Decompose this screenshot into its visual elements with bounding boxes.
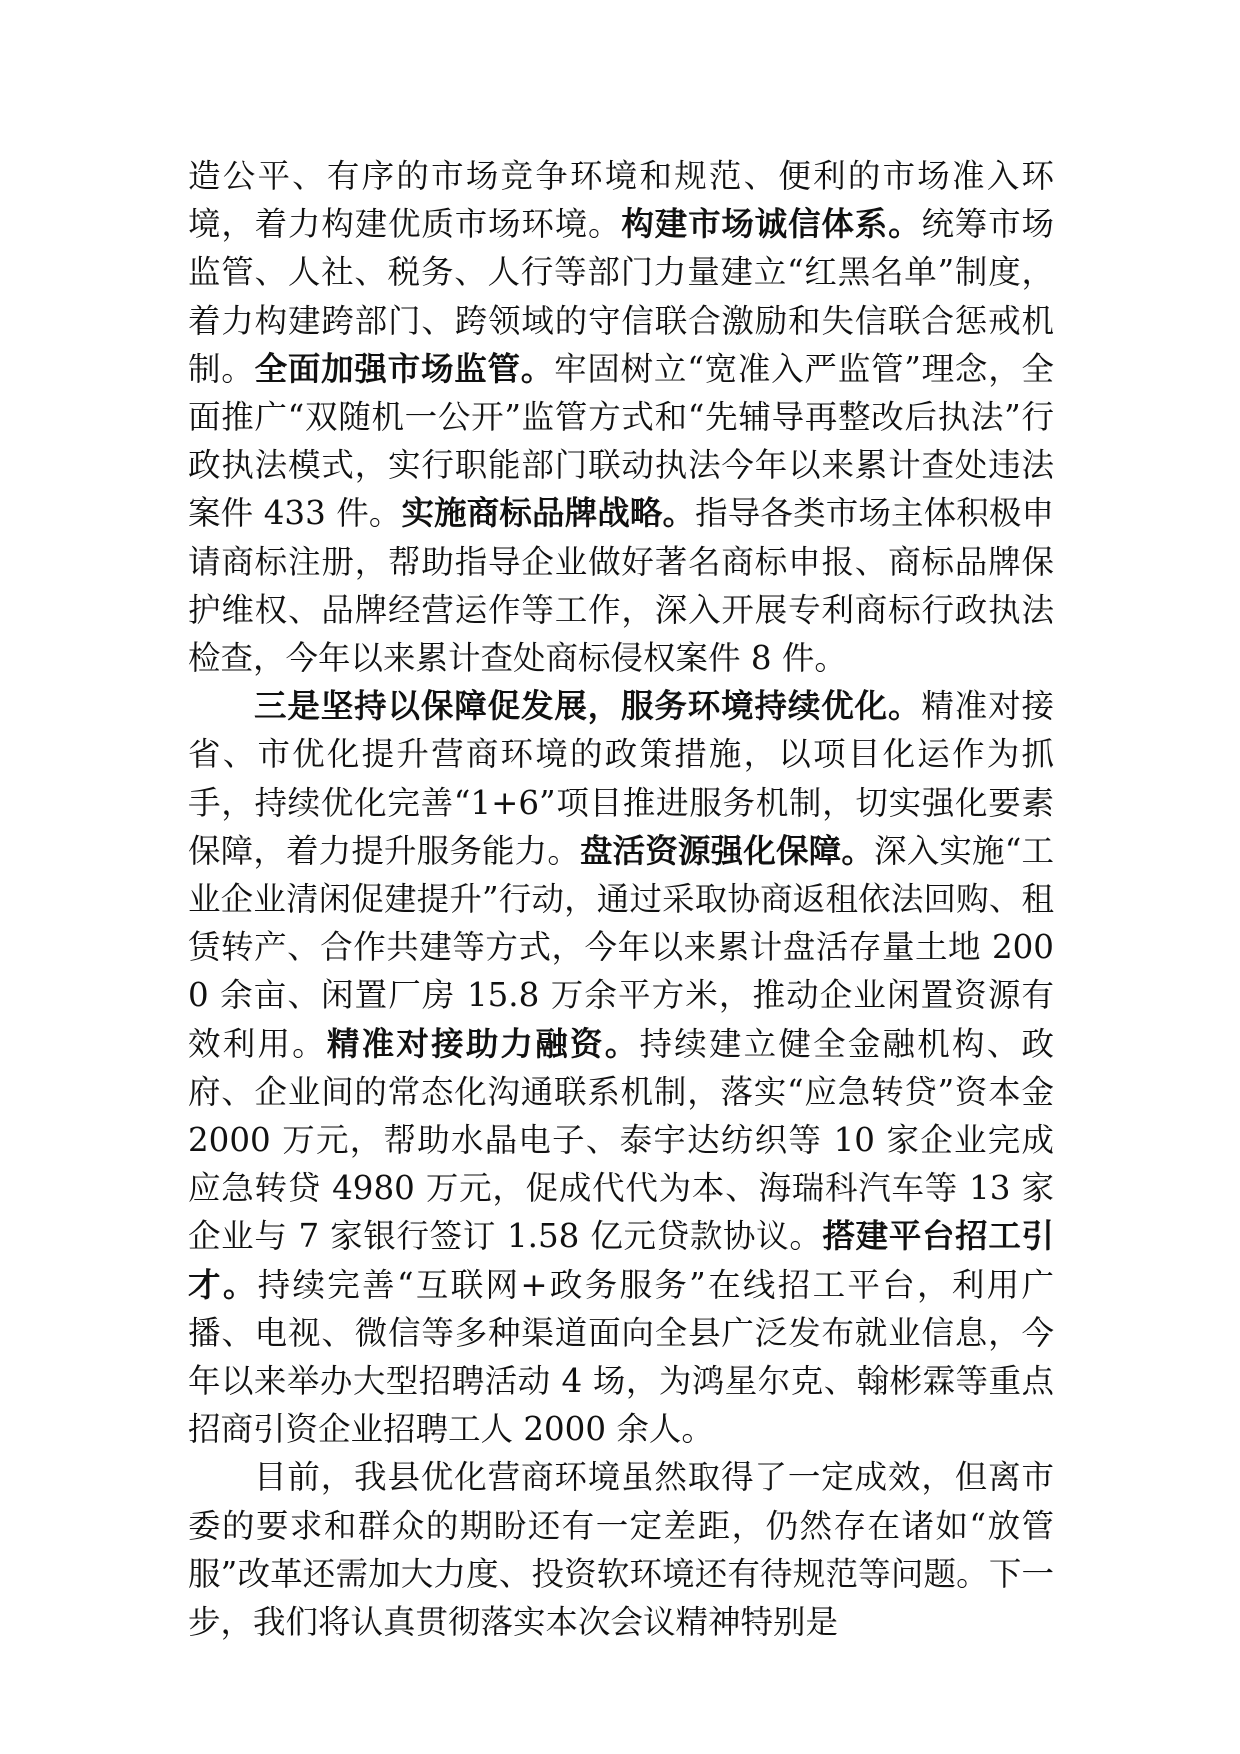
- bold-heading-recruitment: 搭建平台招工引才。: [188, 1217, 1054, 1304]
- text-run: 深入实施“工业企业清闲促建提升”行动，通过采取协商返租依法回购、租赁转产、合作共建等方式，今年以来累计盘活存量土地 2000 余亩、闲置厂房 15.8 万余平方米，推动企业闲置资源有效利用。: [188, 831, 1054, 1063]
- bold-heading-market-credit: 构建市场诚信体系。: [621, 205, 922, 244]
- text-run: 造公平、有序的市场竞争环境和规范、便利的市场准入环境，着力构建优质市场环境。: [188, 157, 1054, 244]
- paragraph-3: [188, 1453, 1054, 1646]
- text-run: 统筹市场监管、人社、税务、人行等部门力量建立“红黑名单”制度，着力构建跨部门、跨领域的守信联合激励和失信联合惩戒机制。: [188, 205, 1054, 388]
- body-text: [188, 152, 1054, 1646]
- bold-heading-market-supervision: 全面加强市场监管。: [254, 349, 555, 388]
- paragraph-2: [188, 682, 1054, 1453]
- text-run: 精准对接省、市优化提升营商环境的政策措施，以项目化运作为抓手，持续优化完善“1+6”项目推进服务机制，切实强化要素保障，着力提升服务能力。: [188, 687, 1054, 870]
- paragraph-1: [188, 152, 1054, 682]
- text-run: 持续建立健全金融机构、政府、企业间的常态化沟通联系机制，落实“应急转贷”资本金 2000 万元，帮助水晶电子、泰宇达纺织等 10 家企业完成应急转贷 4980 万元，促成代代为本、海瑞科汽车等 13 家企业与 7 家银行签订 1.58 亿元贷款协议。: [188, 1024, 1054, 1256]
- bold-heading-brand-strategy: 实施商标品牌战略。: [401, 494, 696, 533]
- text-run: 目前，我县优化营商环境虽然取得了一定成效，但离市委的要求和群众的期盼还有一定差距，仍然存在诸如“放管服”改革还需加大力度、投资软环境还有待规范等问题。下一步，我们将认真贯彻落实本次会议精神特别是: [188, 1458, 1054, 1642]
- bold-heading-financing: 精准对接助力融资。: [326, 1024, 640, 1063]
- bold-heading-service-environment: 三是坚持以保障促发展，服务环境持续优化。: [254, 687, 922, 726]
- text-run: 牢固树立“宽准入严监管”理念，全面推广“双随机一公开”监管方式和“先辅导再整改后执法”行政执法模式，实行职能部门联动执法今年以来累计查处违法案件 433 件。: [188, 349, 1054, 533]
- text-run: 指导各类市场主体积极申请商标注册，帮助指导企业做好著名商标申报、商标品牌保护维权、品牌经营运作等工作，深入开展专利商标行政执法检查，今年以来累计查处商标侵权案件 8 件。: [188, 494, 1054, 678]
- text-run: 持续完善“互联网+政务服务”在线招工平台，利用广播、电视、微信等多种渠道面向全县广泛发布就业信息，今年以来举办大型招聘活动 4 场，为鸿星尔克、翰彬霖等重点招商引资企业招聘工人 2000 余人。: [188, 1265, 1054, 1449]
- bold-heading-resources: 盘活资源强化保障。: [580, 831, 875, 870]
